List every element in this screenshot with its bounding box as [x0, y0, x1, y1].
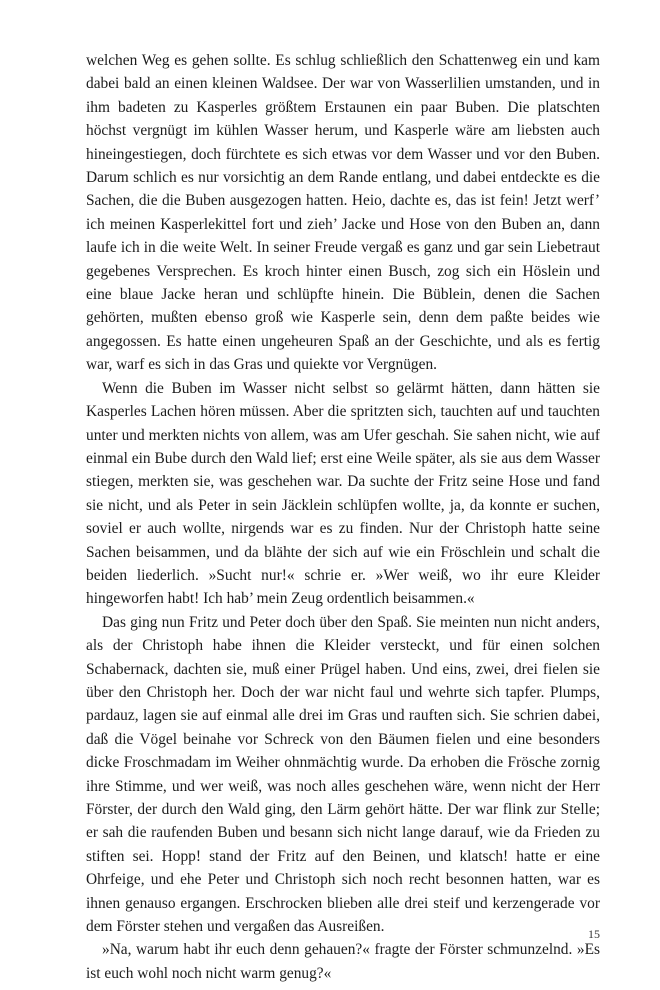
paragraph-rauferei: Das ging nun Fritz und Peter doch über den Spaß. Sie meinten nun nicht anders, als der Christoph habe ihnen die Kleider versteckt, und für einen solchen Schabernack, dachten sie, muß einer Prügel haben. Und eins, zwei, drei fielen sie über den Christoph her. Doch der war nicht faul und wehrte sich tapfer. Plumps, pardauz, lagen sie auf einmal alle drei im Gras und rauften sich. Sie schrien dabei, daß die Vögel beinahe vor Schreck von den Bäumen fielen und eine besonders dicke Froschmadam im Weiher ohnmächtig wurde. Da erhoben die Frösche zornig ihre Stimme, und wer weiß, was noch alles geschehen wäre, wenn nicht der Herr Förster, der durch den Wald ging, den Lärm gehört hätte. Der war flink zur Stelle; er sah die raufenden Buben und besann sich nicht lange darauf, wie da Frieden zu stiften sei. Hopp! stand der Fritz auf den Beinen, und klatsch! hatte er eine Ohrfeige, und ehe Peter und Christoph sich noch recht besonnen hatten, war es ihnen genauso ergangen. Erschrocken blieben alle drei steif und kerzengerade vor dem Förster stehen und vergaßen das Ausreißen. — [86, 613, 600, 936]
paragraph-continuation: welchen Weg es gehen sollte. Es schlug schließlich den Schattenweg ein und kam dabei bald an einen kleinen Waldsee. Der war von Wasserlilien umstanden, und in ihm badeten zu Kasperles größtem Erstaunen ein paar Buben. Die platschten höchst vergnügt im kühlen Wasser herum, und Kasperle wäre am liebsten auch hineingestiegen, doch fürchtete es sich etwas vor dem Wasser und vor den Buben. Darum schlich es nur vorsichtig an dem Rande entlang, und dabei entdeckte es die Sachen, die die Buben ausgezogen hatten. Heio, dachte es, das ist fein! Jetzt werf’ ich meinen Kasperlekittel fort und zieh’ Jacke und Hose von den Buben an, dann laufe ich in die weite Welt. In seiner Freude vergaß es ganz und gar sein Liebetraut gegebenes Versprechen. Es kroch hinter einen Busch, zog sich ein Höslein und eine blaue Jacke heran und schlüpfte hinein. Die Büblein, denen die Sachen gehörten, mußten ebenso groß wie Kasperle sein, denn dem paßte beides wie angegossen. Es hatte einen ungeheuren Spaß an der Geschichte, und als es fertig war, warf es sich in das Gras und quiekte vor Vergnügen. — [86, 52, 600, 374]
book-page-text — [86, 49, 600, 985]
paragraph-buben-lachen: Wenn die Buben im Wasser nicht selbst so gelärmt hätten, dann hätten sie Kasperles Lachen hören müssen. Aber die spritzten sich, tauchten auf und tauchten unter und merkten nichts von allem, was am Ufer geschah. Sie sahen nicht, wie auf einmal ein Bube durch den Wald lief; erst eine Weile später, als sie aus dem Wasser stiegen, merkten sie, was geschehen war. Da suchte der Fritz seine Hose und fand sie nicht, und als Peter in sein Jäcklein schlüpfen wollte, ja, da konnte er suchen, soviel er auch wollte, nirgends war es zu finden. Nur der Christoph hatte seine Sachen beisammen, und da blähte der sich auf wie ein Fröschlein und schalt die beiden liederlich. »Sucht nur!« schrie er. »Wer weiß, wo ihr eure Kleider hingeworfen habt! Ich hab’ mein Zeug ordentlich beisammen.« — [86, 379, 600, 608]
page-number: 15 — [588, 927, 600, 941]
paragraph-foerster-frage: »Na, warum habt ihr euch denn gehauen?« fragte der Förster schmunzelnd. »Es ist euch wohl noch nicht warm genug?« — [86, 941, 600, 982]
